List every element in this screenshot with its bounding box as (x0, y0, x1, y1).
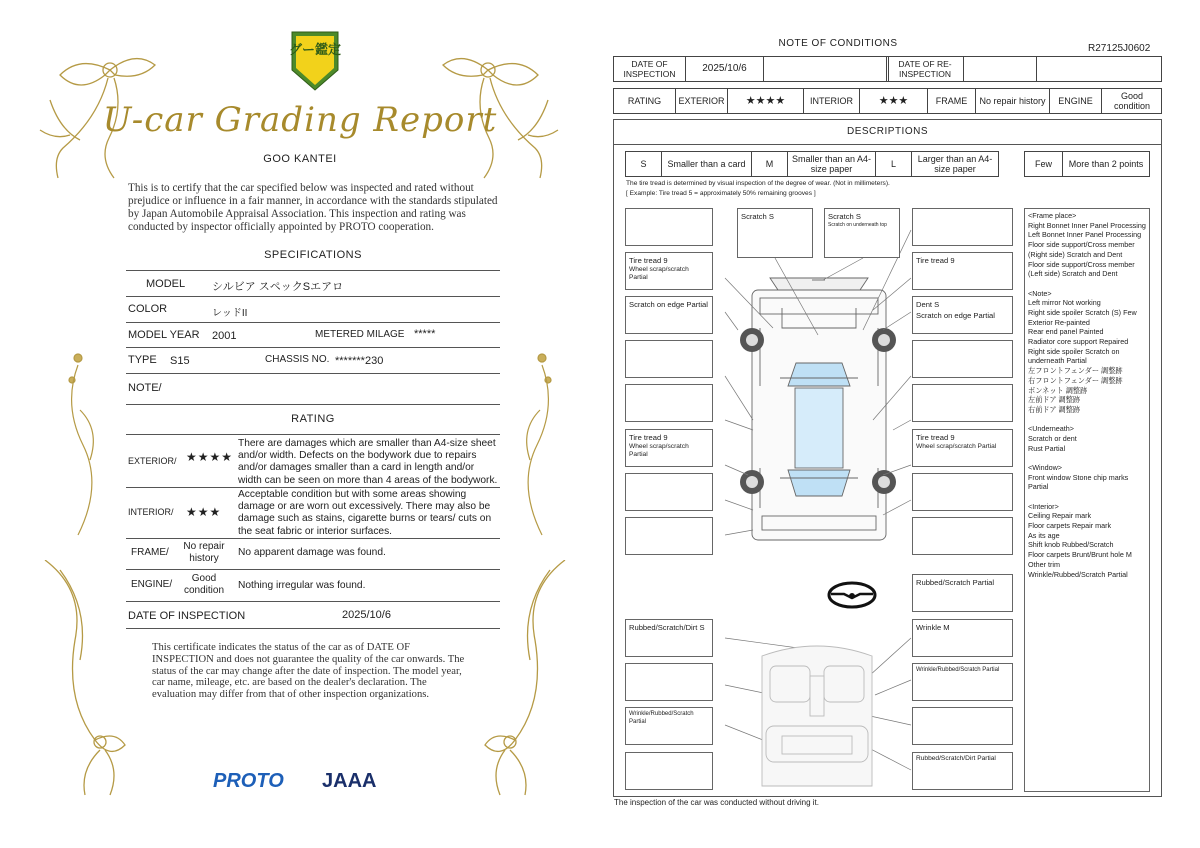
proto-logo-text: PROTO (213, 770, 284, 792)
description-line: Rust Partial (1028, 443, 1066, 453)
damage-box-front-right (824, 208, 900, 258)
description-line: 右フロントフェンダー 調整跡 (1028, 375, 1123, 385)
damage-box-ceiling (625, 619, 713, 657)
description-line: Floor carpets Brunt/Brunt hole M (1028, 550, 1132, 560)
blank-cell (764, 57, 889, 81)
damage-box-empty (912, 473, 1013, 511)
legend-s-key: S (626, 152, 662, 176)
description-line: Right side spoiler Scratch (S) Few (1028, 307, 1137, 317)
exterior-label: EXTERIOR (676, 89, 728, 113)
damage-box-right-front-tire (912, 252, 1013, 290)
certificate-disclaimer: This certificate indicates the status of the car as of DATE OF INSPECTION and does not guarantee the quality of the car onwards. The status of the car may change after the date of inspection. The model year, car name, mileage, etc. are based on the dealer's declaration. The evaluation may differ from that of other inspection organizations. (152, 642, 465, 701)
damage-subtext: Scratch on edge Partial (916, 311, 995, 320)
damage-box-empty (625, 473, 713, 511)
description-line: Left mirror Not working (1028, 298, 1101, 308)
jaaa-logo (322, 770, 376, 793)
size-legend (625, 151, 999, 177)
description-line: 右前ドア 調整跡 (1028, 404, 1081, 414)
side-flourish-left (60, 350, 110, 550)
damage-text: Rubbed/Scratch/Dirt Partial (916, 755, 996, 762)
legend-few-key: Few (1025, 152, 1063, 176)
specifications-heading: SPECIFICATIONS (264, 249, 362, 261)
frame-label: FRAME/ (131, 547, 169, 558)
goo-kantei-badge-logo (288, 30, 342, 92)
corner-ribbon-ornament-bottom-right (460, 560, 570, 800)
descriptions-heading: DESCRIPTIONS (846, 126, 928, 137)
damage-text: Wrinkle/Rubbed/Scratch Partial (916, 667, 1000, 673)
damage-subtext: Wheel scrap/scratch Partial (629, 266, 689, 281)
damage-box-seat-front-right (912, 619, 1013, 657)
description-block-heading: <Note> (1028, 288, 1052, 298)
chassis-value: *******230 (335, 355, 384, 367)
legend-l-text: Larger than an A4-size paper (917, 154, 993, 174)
damage-box-left-rear-tire (625, 429, 713, 467)
color-value: レッドII (212, 308, 248, 319)
damage-text: Tire tread 9 (629, 433, 668, 442)
damage-subtext: Scratch on underneath top (828, 222, 887, 228)
legend-l-key: L (876, 152, 912, 176)
damage-box-empty (625, 384, 713, 422)
tire-tread-example: [ Example: Tire tread 5 = approximately 50% remaining grooves ] (626, 190, 816, 197)
description-block (1028, 502, 1146, 580)
damage-box-empty (625, 663, 713, 701)
damage-text: Dent S (916, 300, 940, 309)
few-legend (1024, 151, 1150, 177)
interior-stars: ★★★ (186, 505, 222, 519)
damage-text: Tire tread 9 (916, 256, 955, 265)
description-line: Ceiling Repair mark (1028, 511, 1092, 521)
metered-milage-value: ***** (414, 328, 436, 340)
damage-text: Rubbed/Scratch Partial (916, 578, 995, 587)
metered-milage-label: METERED MILAGE (315, 329, 405, 340)
divider (126, 628, 500, 629)
damage-box-empty (912, 340, 1013, 378)
report-title: U-car Grading Report (102, 100, 498, 140)
date-of-reinspection-label: DATE OF RE-INSPECTION (898, 59, 952, 79)
note-label: NOTE/ (128, 382, 162, 394)
divider (1036, 56, 1037, 82)
exterior-stars: ★★★★ (186, 450, 234, 464)
inspection-footnote: The inspection of the car was conducted without driving it. (614, 798, 819, 807)
description-line: 左前ドア 調整跡 (1028, 395, 1081, 405)
model-year-label: MODEL YEAR (128, 329, 200, 341)
date-of-inspection-label: DATE OF INSPECTION (614, 57, 686, 81)
divider (126, 538, 500, 539)
description-block (1028, 424, 1146, 453)
description-line: Scratch or dent (1028, 433, 1077, 443)
damage-box-front-left (737, 208, 813, 258)
descriptions-list (1024, 208, 1150, 792)
corner-ribbon-ornament-bottom-left (40, 560, 150, 800)
side-flourish-right (510, 350, 560, 550)
divider (614, 144, 1161, 145)
damage-box-steering (912, 574, 1013, 612)
damage-box-trim-left (625, 707, 713, 745)
description-block-heading: <Interior> (1028, 501, 1059, 511)
date-of-inspection-label: DATE OF INSPECTION (128, 610, 246, 622)
description-line: Rear end panel Painted (1028, 327, 1104, 337)
description-line: Wrinkle/Rubbed/Scratch Partial (1028, 569, 1128, 579)
car-interior-diagram (752, 636, 882, 796)
damage-subtext: Wheel scrap/scratch Partial (629, 443, 689, 458)
reference-number: R27125J0602 (1088, 43, 1151, 54)
description-block (1028, 289, 1146, 415)
damage-subtext: Wheel scrap/scratch Partial (916, 443, 997, 450)
description-line: Front window Stone chip marks Partial (1028, 472, 1129, 492)
steering-wheel-icon (826, 580, 878, 610)
model-value: シルビア スペックSエアロ (212, 281, 344, 293)
model-label: MODEL (146, 278, 186, 290)
damage-box-trim-right (912, 663, 1013, 701)
model-year-value: 2001 (212, 330, 237, 342)
rating-heading: RATING (291, 413, 335, 425)
description-line: Right side spoiler Scratch on underneath Partial (1028, 346, 1120, 366)
exterior-description: There are damages which are smaller than A4-size sheet and/or width. Defects on the bodywork due to repairs and/or damages smaller than a card in length and/or width can be seen on more than 4 areas of the bodywork. (238, 438, 498, 486)
damage-text: Tire tread 9 (629, 256, 668, 265)
damage-box-left-front-tire (625, 252, 713, 290)
damage-box-right-front-fender (912, 296, 1013, 334)
jaaa-logo-text: JAAA (322, 770, 377, 792)
note-of-conditions-title: NOTE OF CONDITIONS (778, 38, 898, 49)
damage-box-empty (625, 752, 713, 790)
description-line: Shift knob Rubbed/Scratch (1028, 540, 1114, 550)
color-label: COLOR (128, 303, 168, 315)
legend-m-text: Smaller than an A4-size paper (788, 152, 876, 176)
divider (126, 404, 500, 405)
description-block (1028, 463, 1146, 492)
interior-stars: ★★★ (860, 89, 928, 113)
description-line: Radiator core support Repaired (1028, 337, 1129, 347)
description-line: Other trim (1028, 559, 1060, 569)
engine-value: Good condition (183, 573, 225, 596)
rating-row (613, 88, 1162, 114)
legend-s-text: Smaller than a card (662, 152, 752, 176)
divider (126, 322, 500, 323)
divider (126, 373, 500, 374)
type-label: TYPE (128, 354, 157, 366)
damage-box-empty (625, 340, 713, 378)
damage-text: Wrinkle/Rubbed/Scratch Partial (629, 711, 694, 725)
description-line: As its age (1028, 530, 1060, 540)
report-subtitle: GOO KANTEI (263, 153, 337, 165)
legend-few-text: More than 2 points (1068, 159, 1144, 169)
engine-label: ENGINE/ (131, 579, 173, 590)
damage-text: Tire tread 9 (916, 433, 955, 442)
damage-box-empty (625, 208, 713, 246)
description-block-heading: <Frame place> (1028, 211, 1077, 220)
interior-description: Acceptable condition but with some areas showing damage or are worn out excessively. There may also be damage such as stains, cigarette burns or tears/ cuts on the seat fabric or interior surfaces. (238, 489, 492, 537)
type-value: S15 (170, 355, 190, 367)
damage-box-empty (912, 384, 1013, 422)
damage-box-empty (912, 707, 1013, 745)
description-line: Floor side support/Cross member (Right side) Scratch and Dent (1028, 240, 1135, 259)
damage-box-empty (912, 517, 1013, 555)
date-of-inspection-value: 2025/10/6 (342, 609, 391, 621)
description-line: Exterior Re-painted (1028, 317, 1090, 327)
divider (126, 434, 500, 435)
damage-text: Scratch on edge Partial (629, 300, 708, 309)
engine-label: ENGINE (1050, 89, 1102, 113)
interior-label: INTERIOR/ (128, 507, 174, 517)
proto-logo (213, 770, 284, 793)
date-of-inspection-value: 2025/10/6 (686, 57, 764, 81)
exterior-label: EXTERIOR/ (128, 456, 177, 466)
engine-description: Nothing irregular was found. (238, 580, 366, 591)
badge-text-goo: グー鑑定 (288, 43, 342, 58)
description-line: Floor side support/Cross member (Left side) Scratch and Dent (1028, 259, 1135, 279)
interior-label: INTERIOR (804, 89, 860, 113)
divider (126, 601, 500, 602)
damage-text: Wrinkle M (916, 623, 950, 632)
description-line: ボンネット 調整跡 (1028, 385, 1088, 395)
frame-value: No repair history (976, 89, 1050, 113)
damage-box-empty (625, 517, 713, 555)
description-block-heading: <Window> (1028, 462, 1062, 472)
description-line: Right Bonnet Inner Panel Processing (1028, 220, 1146, 230)
certification-statement: This is to certify that the car specified below was inspected and rated without prejudice or influence in a fair manner, in accordance with the standards stipulated by Japan Automobile Appraisal Association. This inspection and rating was conducted by inspector officially appointed by PROTO cooperation. (128, 182, 498, 233)
damage-box-empty (912, 208, 1013, 246)
frame-description: No apparent damage was found. (238, 547, 386, 558)
damage-text: Scratch S (741, 212, 774, 221)
divider (126, 347, 500, 348)
legend-m-key: M (752, 152, 788, 176)
damage-box-right-rear-tire (912, 429, 1013, 467)
damage-box-floor-carpet (912, 752, 1013, 790)
description-block-heading: <Underneath> (1028, 424, 1074, 434)
damage-text: Scratch S (828, 212, 861, 221)
damage-box-left-front-fender (625, 296, 713, 334)
description-line: Left Bonnet Inner Panel Processing (1028, 230, 1142, 240)
divider (126, 569, 500, 570)
divider (126, 487, 500, 488)
exterior-stars: ★★★★ (728, 89, 804, 113)
description-line: 左フロントフェンダー 調整跡 (1028, 366, 1123, 376)
tire-tread-note: The tire tread is determined by visual inspection of the degree of wear. (Not in millimeters). (626, 180, 890, 187)
divider (126, 296, 500, 297)
divider (126, 270, 500, 271)
frame-label: FRAME (928, 89, 976, 113)
engine-value: Good condition (1113, 91, 1151, 111)
description-block (1028, 211, 1146, 279)
reinspection-label-cell (886, 56, 964, 82)
chassis-label: CHASSIS NO. (265, 354, 330, 365)
description-line: Floor carpets Repair mark (1028, 521, 1112, 531)
damage-text: Rubbed/Scratch/Dirt S (629, 623, 705, 632)
frame-value: No repair history (183, 541, 225, 564)
rating-label: RATING (614, 89, 676, 113)
